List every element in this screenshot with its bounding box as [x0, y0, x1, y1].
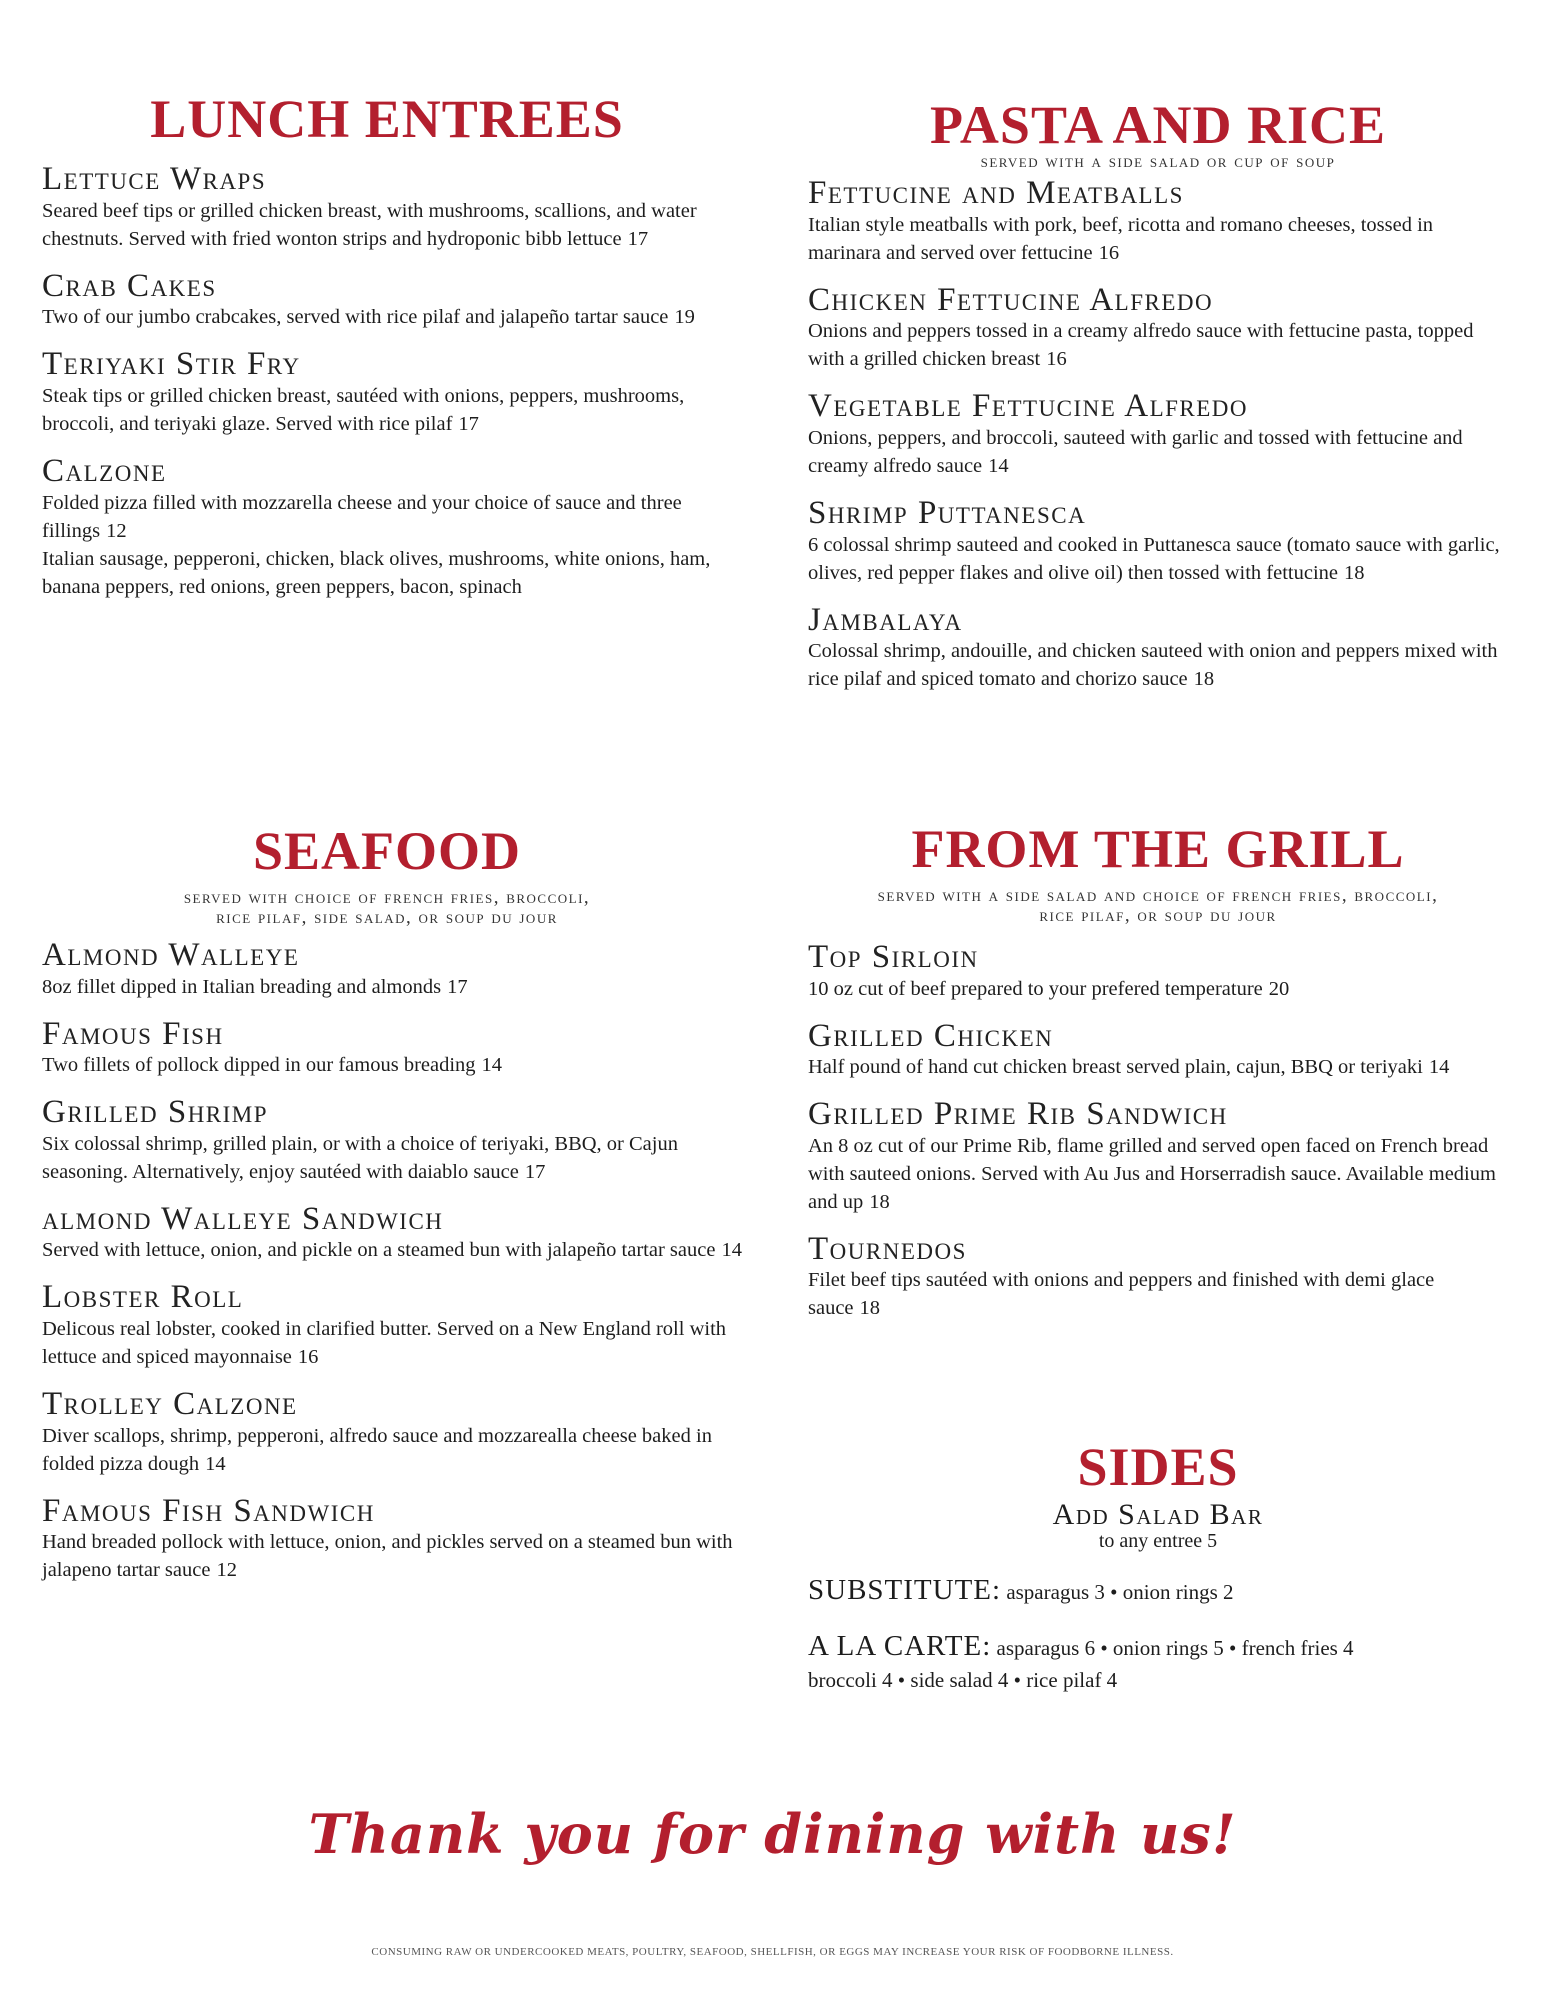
menu-item — [42, 1017, 742, 1080]
menu-item — [42, 269, 742, 332]
menu-item — [42, 1202, 742, 1265]
menu-item-price: 16 — [1098, 241, 1120, 264]
menu-item-price: 18 — [1193, 668, 1215, 691]
menu-item-description — [808, 531, 1508, 587]
menu-item — [42, 454, 742, 601]
seafood-subtitle-line: served with choice of french fries, broccoli, — [183, 887, 591, 908]
menu-item-desc-text: Folded pizza filled with mozzarella cheese and your choice of sauce and three fillings — [42, 491, 682, 542]
menu-item-description — [42, 1315, 742, 1371]
menu-item-description — [42, 1236, 742, 1264]
menu-item-price: 17 — [447, 975, 468, 998]
menu-item-price: 14 — [205, 1452, 226, 1475]
menu-item — [808, 1019, 1508, 1082]
menu-item-name: Vegetable Fettucine Alfredo — [808, 388, 1249, 425]
menu-item-name: almond Walleye Sandwich — [42, 1200, 444, 1237]
menu-item — [808, 389, 1508, 480]
menu-item-price: 20 — [1268, 977, 1290, 1000]
from-the-grill-section — [808, 819, 1508, 1322]
menu-item-description — [42, 1422, 742, 1478]
seafood-subtitle — [42, 888, 732, 928]
lunch-entrees-title: LUNCH ENTREES — [150, 89, 624, 149]
menu-item-desc-text: Steak tips or grilled chicken breast, sautéed with onions, peppers, mushrooms, broccoli, and teriyaki glaze. Served with rice pilaf — [42, 384, 685, 435]
menu-item — [42, 1494, 742, 1585]
menu-item-description — [808, 975, 1508, 1003]
menu-item-desc-text: 8oz fillet dipped in Italian breading and almonds — [42, 975, 442, 998]
menu-item-name: Top Sirloin — [808, 938, 979, 975]
pasta-and-rice-subtitle: served with a side salad or cup of soup — [980, 151, 1336, 172]
menu-item-name: Jambalaya — [808, 601, 963, 638]
menu-item-description — [808, 1266, 1508, 1322]
menu-item — [42, 1387, 742, 1478]
menu-item-desc-text: Italian style meatballs with pork, beef, ricotta and romano cheeses, tossed in marinara and served over fettucine — [808, 213, 1434, 264]
menu-item-name: Shrimp Puttanesca — [808, 494, 1087, 531]
menu-item — [808, 1232, 1508, 1323]
seafood-section — [42, 821, 742, 1584]
menu-item-price: 17 — [627, 227, 649, 250]
substitute-line — [808, 1574, 1508, 1608]
menu-item-name: Lettuce Wraps — [42, 161, 267, 197]
menu-item-price: 16 — [297, 1346, 319, 1369]
menu-item-description — [42, 489, 742, 545]
pasta-and-rice-title: PASTA AND RICE — [929, 95, 1387, 155]
menu-item-name: Famous Fish Sandwich — [42, 1492, 375, 1529]
menu-item-name: Calzone — [42, 452, 167, 489]
menu-item-price: 16 — [1046, 348, 1067, 371]
menu-item-desc-text: Two fillets of pollock dipped in our famous breading — [42, 1054, 476, 1077]
a-la-carte-options: asparagus 6 • onion rings 5 • french fries 4 — [996, 1636, 1354, 1660]
menu-item-price: 12 — [106, 519, 127, 542]
menu-item-description — [808, 317, 1508, 373]
pasta-and-rice-section — [808, 95, 1508, 693]
a-la-carte-line — [808, 1630, 1508, 1696]
add-salad-bar-note: to any entree 5 — [1098, 1530, 1218, 1552]
menu-item-description — [42, 1051, 742, 1079]
menu-item-description — [42, 1528, 742, 1584]
menu-item-desc-text: Served with lettuce, onion, and pickle on a steamed bun with jalapeño tartar sauce — [42, 1239, 716, 1262]
from-the-grill-subtitle — [808, 886, 1508, 926]
menu-item-name: Teriyaki Stir Fry — [42, 346, 301, 383]
menu-item — [808, 176, 1508, 267]
substitute-options: asparagus 3 • onion rings 2 — [1006, 1580, 1234, 1604]
menu-item-price: 19 — [674, 306, 695, 329]
menu-item-desc-text: An 8 oz cut of our Prime Rib, flame grilled and served open faced on French bread with sauteed onions. Served with Au Jus and Horserradish sauce. Available medium and up — [808, 1134, 1496, 1213]
from-the-grill-title: FROM THE GRILL — [911, 819, 1405, 879]
sides-section — [808, 1437, 1508, 1696]
menu-item-name: Chicken Fettucine Alfredo — [808, 281, 1214, 318]
menu-item-name: Famous Fish — [42, 1015, 224, 1052]
menu-item — [808, 283, 1508, 374]
menu-item — [42, 1095, 742, 1186]
menu-item-desc-text: Filet beef tips sautéed with onions and peppers and finished with demi glace sauce — [808, 1269, 1435, 1320]
menu-item — [42, 938, 742, 1001]
calzone-fillings-list: Italian sausage, pepperoni, chicken, black olives, mushrooms, white onions, ham, banana peppers, red onions, green peppers, bacon, spinach — [42, 547, 711, 598]
menu-item-name: Tournedos — [808, 1230, 967, 1267]
menu-item — [42, 1280, 742, 1371]
menu-item-name: Grilled Chicken — [808, 1017, 1054, 1054]
lunch-entrees-section — [42, 89, 742, 601]
menu-item-desc-text: Six colossal shrimp, grilled plain, or with a choice of teriyaki, BBQ, or Cajun seasoning. Alternatively, enjoy sautéed with daiablo sauce — [42, 1132, 678, 1183]
add-salad-bar-label: Add Salad Bar — [1052, 1498, 1264, 1531]
menu-item-price: 14 — [1428, 1056, 1450, 1079]
menu-item-desc-text: Onions and peppers tossed in a creamy alfredo sauce with fettucine pasta, topped with a grilled chicken breast — [808, 320, 1474, 371]
menu-item-description — [808, 637, 1508, 693]
menu-item — [808, 496, 1508, 587]
menu-item-desc-text: Diver scallops, shrimp, pepperoni, alfredo sauce and mozzarealla cheese baked in folded pizza dough — [42, 1424, 712, 1475]
menu-item-desc-text: Onions, peppers, and broccoli, sauteed with garlic and tossed with fettucine and creamy alfredo sauce — [808, 426, 1463, 477]
menu-item-description — [42, 973, 742, 1001]
menu-item-desc-text: Seared beef tips or grilled chicken breast, with mushrooms, scallions, and water chestnuts. Served with fried wonton strips and hydroponic bibb lettuce — [42, 199, 697, 250]
menu-item-desc-text: Hand breaded pollock with lettuce, onion, and pickles served on a steamed bun with jalapeno tartar sauce — [42, 1531, 733, 1582]
menu-item-description — [808, 1132, 1508, 1216]
menu-item-desc-text: Two of our jumbo crabcakes, served with rice pilaf and jalapeño tartar sauce — [42, 306, 669, 329]
menu-item-description — [42, 1130, 742, 1186]
menu-item-price: 18 — [859, 1297, 881, 1320]
menu-item-description — [808, 1053, 1508, 1081]
menu-item-desc-text: 6 colossal shrimp sauteed and cooked in Puttanesca sauce (tomato sauce with garlic, olives, red pepper flakes and olive oil) then tossed with fettucine — [808, 533, 1500, 584]
menu-item — [42, 347, 742, 438]
a-la-carte-label: A LA CARTE: — [808, 1630, 992, 1662]
menu-item-desc-text: Colossal shrimp, andouille, and chicken sauteed with onion and peppers mixed with rice pilaf and spiced tomato and chorizo sauce — [808, 640, 1498, 691]
grill-subtitle-line: rice pilaf, or soup du jour — [1039, 904, 1277, 926]
menu-item-price: 12 — [216, 1559, 237, 1582]
menu-item-name: Lobster Roll — [42, 1279, 244, 1316]
menu-item — [808, 603, 1508, 694]
menu-item-name: Fettucine and Meatballs — [808, 174, 1184, 211]
menu-item-desc-text: Delicous real lobster, cooked in clarified butter. Served on a New England roll with lettuce and spiced mayonnaise — [42, 1318, 727, 1369]
menu-item-name: Trolley Calzone — [42, 1386, 298, 1423]
menu-item-description — [42, 197, 742, 253]
menu-item-price: 17 — [458, 412, 479, 435]
menu-item-price: 14 — [988, 454, 1009, 477]
food-safety-disclaimer: CONSUMING RAW OR UNDERCOOKED MEATS, POULTRY, SEAFOOD, SHELLFISH, OR EGGS MAY INCREASE YOUR RISK OF FOODBORNE ILLNESS. — [371, 1946, 1174, 1958]
menu-item — [42, 162, 742, 253]
seafood-subtitle-line: rice pilaf, side salad, or soup du jour — [216, 906, 558, 928]
menu-item-price: 14 — [481, 1054, 503, 1077]
menu-item-description — [42, 303, 742, 331]
menu-item-price: 18 — [869, 1190, 890, 1213]
seafood-title: SEAFOOD — [252, 821, 522, 881]
menu-item-name: Almond Walleye — [42, 936, 300, 973]
menu-item — [808, 1097, 1508, 1216]
sides-title: SIDES — [1077, 1437, 1239, 1497]
menu-item-description — [808, 424, 1508, 480]
substitute-label: SUBSTITUTE: — [808, 1574, 1002, 1606]
thank-you-message: Thank you for dining with us! — [308, 1802, 1237, 1866]
menu-item-desc-text: Half pound of hand cut chicken breast served plain, cajun, BBQ or teriyaki — [808, 1056, 1423, 1079]
menu-item-price: 17 — [524, 1160, 546, 1183]
menu-item-name: Grilled Prime Rib Sandwich — [808, 1096, 1228, 1133]
a-la-carte-options-cont: broccoli 4 • side salad 4 • rice pilaf 4 — [808, 1668, 1118, 1692]
menu-item — [808, 940, 1508, 1003]
grill-subtitle-line: served with a side salad and choice of french fries, broccoli, — [877, 885, 1439, 906]
menu-item-name: Crab Cakes — [42, 267, 217, 304]
menu-item-description — [808, 211, 1508, 267]
menu-item-description — [42, 382, 742, 438]
menu-item-desc-text: 10 oz cut of beef prepared to your prefered temperature — [808, 977, 1263, 1000]
menu-item-price: 14 — [721, 1239, 742, 1262]
menu-item-price: 18 — [1344, 561, 1365, 584]
menu-item-name: Grilled Shrimp — [42, 1094, 269, 1131]
